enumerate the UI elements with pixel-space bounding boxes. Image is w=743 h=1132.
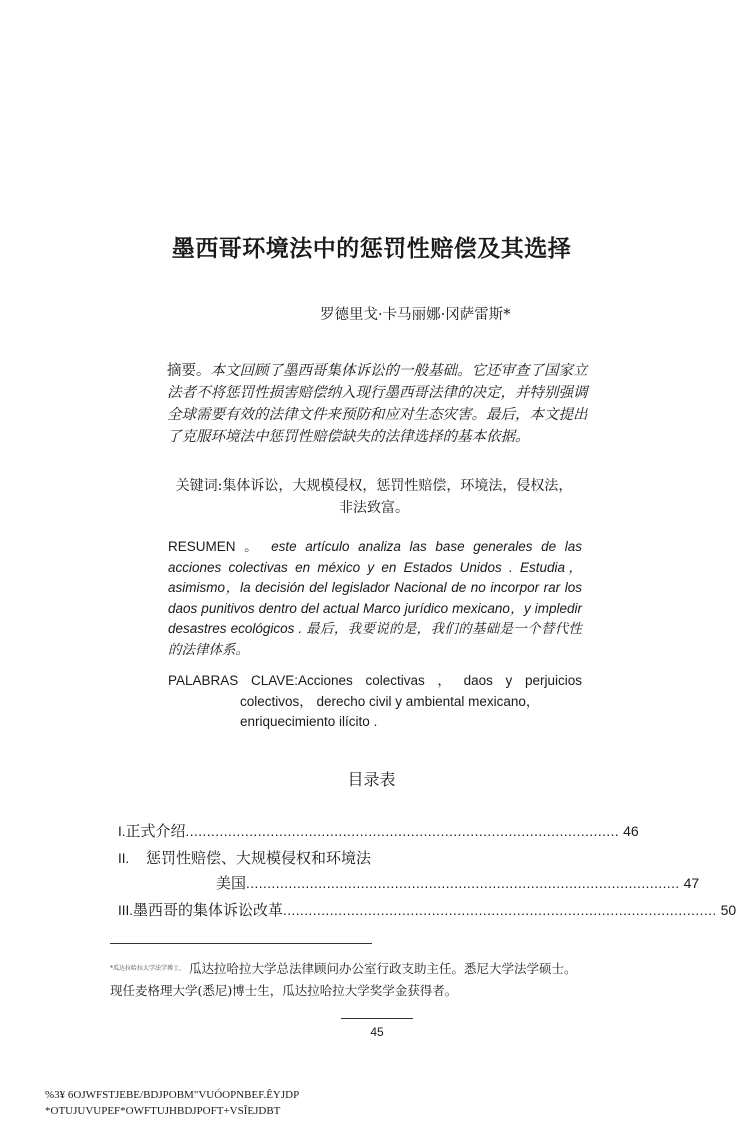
palabras-word: colectivas xyxy=(365,673,425,688)
toc-entry[interactable] xyxy=(118,899,737,923)
paper-title: 墨西哥环境法中的惩罚性赔偿及其选择 xyxy=(171,236,572,262)
abstract xyxy=(167,360,597,448)
toc-entry[interactable] xyxy=(216,872,700,896)
toc-heading: 目录表 xyxy=(347,770,396,789)
abstract-label: 摘要。 xyxy=(167,363,211,379)
palabras-line-2: colectivos， derecho civil y ambiental mexicano， xyxy=(240,693,540,709)
palabras-word: perjuicios xyxy=(524,673,582,688)
toc-entry-number: II. xyxy=(118,851,130,866)
abstract-body: 本文回顾了墨西哥集体诉讼的一般基础。它还审查了国家立法者不将惩罚性损害赔偿纳入现行墨西哥法律的决定，并特别强调全球需要有效的法律文件来预防和应对生态灾害。最后，本文提出了克服环境法中惩罚性赔偿缺失的法律选择的基本依据。 xyxy=(167,363,588,445)
palabras-label: PALABRAS xyxy=(168,673,239,688)
toc-leader-dots: ...................................................................................................... xyxy=(246,876,680,891)
footnote-text: 瓜达拉哈拉大学总法律顾问办公室行政支助主任。悉尼大学法学硕士。 xyxy=(189,961,577,976)
resumen-body-spanish: este artículo analiza las base generales de las acciones colectivas en méxico y en Estados Unidos . Estudia，asimismo，la decisión del legislador Nacional de no incorpor rar los daos punitivos dentro del actual Marco jurídico mexicano，y impledir desastres ecológicos . xyxy=(168,539,582,636)
footnote-line-1 xyxy=(110,958,650,980)
journal-imprint-line-1: %3¥ 6OJWFSTJEBE/BDJPOBM"VUÓOPNBEF.ÊYJDP xyxy=(45,1089,300,1101)
journal-imprint xyxy=(45,1087,299,1119)
journal-imprint-line-2: *OTUJUVUPEF*OWFTUJHBDJPOFT+VSÎEJDBT xyxy=(45,1105,281,1117)
toc-entry-page: 47 xyxy=(683,875,700,891)
toc-entry[interactable] xyxy=(118,820,638,844)
toc-entry-number: I. xyxy=(118,824,126,839)
palabras-word: y xyxy=(505,673,513,688)
keywords xyxy=(150,475,598,519)
palabras-line-3: enriquecimiento ilícito . xyxy=(240,714,378,729)
toc-entry-page: 46 xyxy=(623,823,639,839)
footnote-line-2: 现任麦格理大学(悉尼)博士生，瓜达拉哈拉大学奖学金获得者。 xyxy=(110,983,458,998)
resumen xyxy=(168,537,582,660)
resumen-label: RESUMEN 。 xyxy=(168,539,263,554)
palabras-word: daos xyxy=(463,673,493,688)
toc-entry-page: 50 xyxy=(720,902,737,918)
toc-entry-title: 惩罚性赔偿、大规模侵权和环境法 xyxy=(146,849,372,867)
footnote-divider xyxy=(110,943,372,944)
toc-entry-number: III. xyxy=(118,903,134,918)
resumen-body-chinese: 最后，我要说的是，我们的基础是一个替代性的法律体系。 xyxy=(168,621,582,658)
toc-entry[interactable] xyxy=(118,847,638,871)
toc-leader-dots: ...................................................................................................... xyxy=(283,903,717,918)
footnote xyxy=(110,958,650,1002)
toc-entry-title: 墨西哥的集体诉讼改革 xyxy=(133,901,284,919)
keywords-line-1: 关键词:集体诉讼，大规模侵权，惩罚性赔偿，环境法，侵权法， xyxy=(175,478,573,494)
palabras-word: ， xyxy=(437,673,451,688)
palabras-clave xyxy=(168,671,582,733)
toc-entry-title: 美国 xyxy=(216,874,247,892)
keywords-line-2: 非法致富。 xyxy=(339,500,409,516)
footnote-marker: *瓜达拉哈拉大学法学博士， xyxy=(110,965,186,972)
palabras-word: CLAVE:Acciones xyxy=(250,673,353,688)
page-number: 45 xyxy=(370,1025,384,1039)
page-number-rule xyxy=(341,1018,413,1019)
author-name: 罗德里戈·卡马丽娜·冈萨雷斯* xyxy=(320,307,511,323)
palabras-line-1 xyxy=(168,671,582,692)
toc-leader-dots: ...................................................................................................... xyxy=(185,824,620,839)
toc-entry-title: 正式介绍 xyxy=(125,822,186,840)
